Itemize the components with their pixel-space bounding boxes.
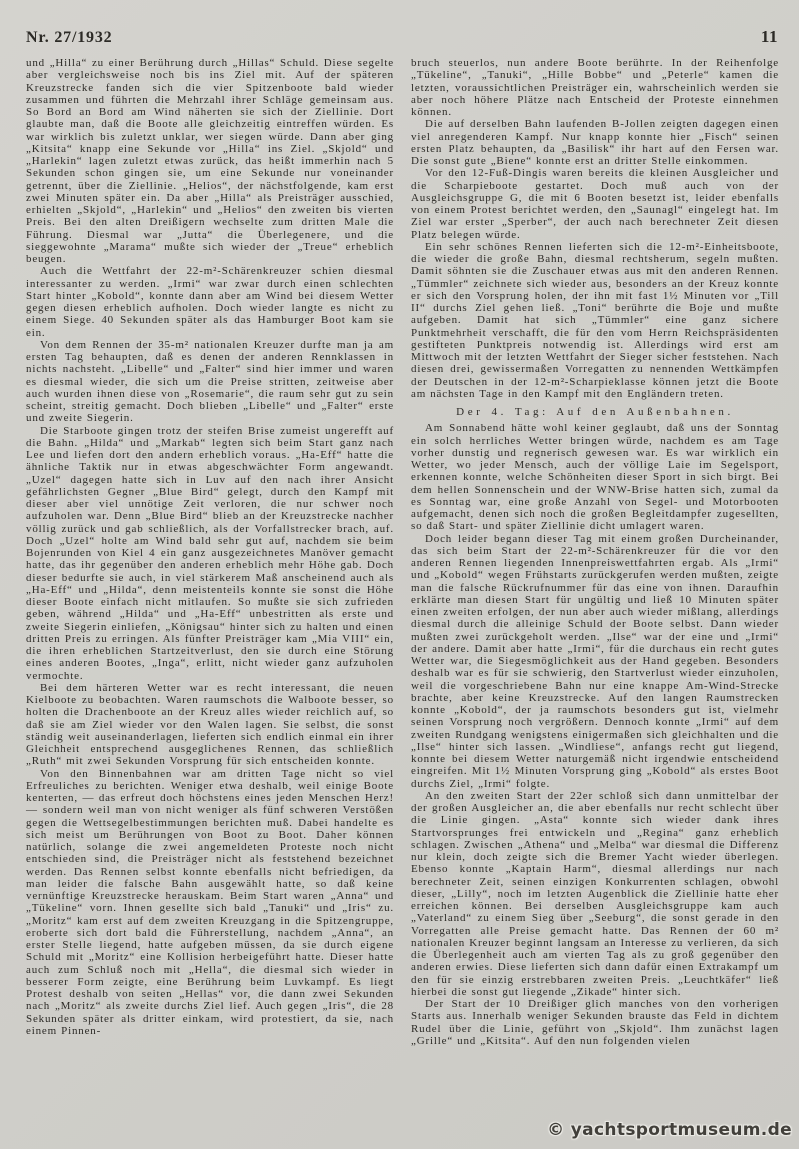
article-paragraph: Ein sehr schönes Rennen lieferten sich die 12-m²-Einheitsboote, die wieder die große Bahn, diesmal rechtsherum, segeln mußten. Damit söhnten sie die Zuschauer etwas aus mit den anderen Rennen. „Tümmler“ zeichnete sich wieder aus, besonders an der Kreuz konnte er sich den Vorsprung holen, der ihn mit fast 1½ Minuten vor „Till II“ durchs Ziel gehen ließ. „Toni“ berührte die Boje und mußte aufgeben. Damit hat sich „Tümmler“ eine ganz sichere Punktmehrheit verschafft, die für den vom Herrn Reichspräsidenten gestifteten Punktpreis notwendig ist. Allerdings wird erst am Mittwoch mit der letzten Wettfahrt der Sieger sicher feststehen. Nach diesen drei, gewissermaßen Vorregatten zu nennenden Wettkämpfen der Deutschen in der 12-m²-Scharpieklasse können jetzt die Boote am nächsten Tage in den Kampf mit den Engländern treten. [411, 240, 779, 400]
article-paragraph: bruch steuerlos, nun andere Boote berührte. In der Reihenfolge „Tükeline“, „Tanuki“, „Hille Bobbe“ und „Peterle“ kamen die letzten, voraussichtlichen Preisträger ein, wahrscheinlich werden sie aber noch höhere Plätze nach Entscheid der Proteste einnehmen können. [411, 57, 779, 118]
article-paragraph: Doch leider begann dieser Tag mit einem großen Durcheinander, das sich beim Start der 22-m²-Schärenkreuzer für die vor den anderen Rennen liegenden Innenpreiswettfahrten ergab. Als „Irmi“ und „Kobold“ wegen Frühstarts zurückgerufen werden mußten, zeigte man die falsche Rückrufnummer für das eine von ihnen. Daraufhin erklärte man diesen Start für ungültig und ließ 10 Minuten später einen zweiten erfolgen, der nun aber auch wieder mißlang, allerdings diesmal durch die alleinige Schuld der Boote selbst. Dann wieder mußten zwei zurückgeholt werden. „Ilse“ war der eine und „Irmi“ der andere. Damit aber hatte „Irmi“, für die durchaus ein recht gutes Wetter war, die Siegesmöglichkeit aus der Hand gegeben. Besonders deshalb war es für sie schwierig, den Startverlust wieder einzuholen, weil die vorgeschriebene Bahn nur eine knappe Am-Wind-Strecke brachte, aber keine Kreuzstrecke. Auf den langen Raumstrecken konnte „Kobold“, der ja raumschots besonders gut ist, vielmehr seinen Vorsprung noch vergrößern. Dennoch konnte „Irmi“ auf dem zweiten Rundgang wenigstens einigermaßen sich gleichhalten und die „Ilse“ hinter sich lassen. „Windliese“, anfangs recht gut liegend, konnte bei diesem Wetter naturgemäß nicht irgendwie entscheidend eingreifen. Mit 1½ Minuten Vorsprung ging „Kobold“ als erstes Boot durchs Ziel, „Irmi“ folgte. [411, 532, 779, 790]
page-header [26, 27, 778, 47]
article-paragraph: Von dem Rennen der 35-m² nationalen Kreuzer durfte man ja am ersten Tag behaupten, daß es denen der anderen Rennklassen in nichts nachsteht. „Libelle“ und „Falter“ sind hier immer und waren es diesmal wieder, die sich um die Preise stritten, zeitweise aber auch wurden ihnen diese von „Rosemarie“, die raum sehr gut zu sein scheint, streitig gemacht. Doch blieben „Libelle“ und „Falter“ erste und zweite Siegerin. [26, 338, 394, 425]
article-paragraph: Bei dem härteren Wetter war es recht interessant, die neuen Kielboote zu beobachten. Waren raumschots die Walboote besser, so holten die Drachenboote an der Kreuz alles wieder reichlich auf, so daß sie am Ziel wieder vor den Walen lagen. Sie selbst, die sonst ständig weit auseinanderlagen, lieferten sich endlich einmal ein ihrer Gleichheit entsprechend ausgeglichenes Rennen, das schließlich „Ruth“ mit zwei Sekunden Vorsprung für sich entscheiden konnte. [26, 681, 394, 768]
page-number: 11 [760, 27, 778, 46]
article-paragraph: Die auf derselben Bahn laufenden B-Jollen zeigten dagegen einen viel anregenderen Kampf. Nur knapp konnte hier „Fisch“ seinen ersten Platz behaupten, da „Basilisk“ ihr hart auf den Fersen war. Die sonst gute „Biene“ konnte erst an dritter Stelle einkommen. [411, 118, 779, 167]
article-paragraph: Die Starboote gingen trotz der steifen Brise zumeist ungerefft auf die Bahn. „Hilda“ und „Markab“ legten sich beim Start ganz nach Lee und liefen dort den andern erheblich voraus. „Ha-Eff“ hatte die ähnliche Taktik nur in etwas abgeschwächter Form angewandt. „Uzel“ dagegen hatte sich in Luv auf den nach ihrer Ansicht gefährlichsten Gegner „Blue Bird“ gelegt, durch den Kampf mit dieser aber viel unnötige Zeit verloren, die nur schwer noch aufzuholen war. Denn „Blue Bird“ blieb an der Kreuzstrecke nachher völlig zurück und gab schließlich, als der Vorfallstrecker brach, auf. Doch „Uzel“ holte am Wind bald sehr gut auf, nachdem sie beim Bojenrunden von Kiel 4 ein ganz ausgezeichnetes Manöver gemacht hatte, das ihr gegenüber den anderen erheblich mehr Höhe gab. Doch dieser bedurfte sie auch, in viel stärkerem Maß anscheinend auch als „Ha-Eff“ und „Hilda“, denn meistenteils konnte sie sonst die Höhe dieser Boote einfach nicht mitlaufen. So mußte sie sich zufrieden geben, während „Hilda“ und „Ha-Eff“ unbestritten als erste und zweite Siegerin einliefen, „Königsau“ hinter sich zu halten und einen dritten Preis zu erringen. Als fünfter Preisträger kam „Mia VIII“ ein, die ihren erheblichen Startzeitverlust, den sie durch eine Störung eines anderen Bootes, „Inga“, erlitt, nicht wieder ganz aufzuholen vermochte. [26, 424, 394, 682]
right-column [411, 57, 779, 1047]
article-paragraph: Auch die Wettfahrt der 22-m²-Schärenkreuzer schien diesmal interessanter zu werden. „Irmi“ war zwar durch einen schlechten Start hinter „Kobold“, konnte dann aber am Wind bei diesem Wetter gegen diesen erheblich aufholen. Doch wieder langte es nicht zu einem Siege. 40 Sekunden später als das Hamburger Boot kam sie ein. [26, 265, 394, 339]
article-paragraph: Der Start der 10 Dreißiger glich manches von den vorherigen Starts aus. Innerhalb weniger Sekunden brauste das Feld in dichtem Rudel über die Linie, geführt von „Skjold“. Ihm zunächst lagen „Grille“ und „Kitsita“. Auf den nun folgenden vielen [411, 998, 779, 1047]
issue-number: Nr. 27/1932 [26, 29, 113, 46]
article-paragraph: und „Hilla“ zu einer Berührung durch „Hillas“ Schuld. Diese segelte aber vergleichsweise noch bis ins Ziel mit. Auf der späteren Kreuzstrecke fanden sich die vier Spitzenboote bald wieder zusammen und führten die Mehrzahl ihrer Schläge gemeinsam aus. So Bord an Bord am Wind näherten sie sich der Ziellinie. Dort glaubte man, daß die Boote alle gleichzeitig eintreffen würden. Es war wirklich bis zuletzt unklar, wer siegen würde. Dann aber ging „Kitsita“ knapp eine Sekunde vor „Hilla“ ins Ziel. „Skjold“ und „Harlekin“ lagen zuletzt etwas zurück, das heißt immerhin nach 5 Sekunden schon gingen sie, um eine Sekunde nur voneinander getrennt, über die Ziellinie. „Helios“, der nächstfolgende, kam erst zwei Minuten später ein. Da aber „Hilla“ als Preisträger ausschied, erhielten „Skjold“, „Harlekin“ und „Helios“ den zweiten bis vierten Preis. Bei den alten Dreißigern wechselte zum dritten Male die Führung. Diesmal war „Jutta“ die Überlegenere, und die sieggewohnte „Marama“ mußte sich wieder der „Treue“ erheblich beugen. [26, 57, 394, 265]
article-paragraph: An den zweiten Start der 22er schloß sich dann unmittelbar der der großen Ausgleicher an, die aber ebenfalls nur recht schlecht über die Linie gingen. „Asta“ konnte sich wieder dank ihres Startvorsprunges frei entwickeln und „Regina“ ganz erheblich schlagen. Zwischen „Athena“ und „Melba“ war diesmal die Differenz nur klein, doch zeigte sich die Bremer Yacht wieder überlegen. Ebenso konnte „Kaptain Harm“, diesmal allerdings nur nach berechneter Zeit, seinen einzigen Konkurrenten schlagen, obwohl dieser, „Lilly“, noch im letzten Augenblick die Ziellinie hatte eher erreichen können. Bei derselben Ausgleichsgruppe kam auch „Vaterland“ zu einem Sieg über „Seeburg“, die sonst gerade in den Vorregatten alle Preise gemacht hatte. Das Rennen der 60 m² nationalen Kreuzer beginnt langsam an Interesse zu verlieren, da sich die Überlegenheit auch am vierten Tag als zu groß gegenüber den anderen erwies. Diese lieferten sich dann dafür einen Extrakampf um den für sie einzig erstrebbaren zweiten Preis. „Leuchtkäfer“ ließ hierbei die sonst gut liegende „Zikade“ hinter sich. [411, 789, 779, 998]
article-paragraph: Vor den 12-Fuß-Dingis waren bereits die kleinen Ausgleicher und die Scharpieboote gestartet. Doch muß auch von der Ausgleichsgruppe G, die mit 6 Booten besetzt ist, leider ebenfalls von einem Protest berichtet werden, den „Saunagl“ eingelegt hat. Im Ziel war erster „Sperber“, der auch nach berechneter Zeit diesen Platz belegen würde. [411, 167, 779, 241]
watermark: © yachtsportmuseum.de [547, 1120, 792, 1140]
section-heading: Der 4. Tag: Auf den Außenbahnen. [456, 406, 734, 418]
article-paragraph: Am Sonnabend hätte wohl keiner geglaubt, daß uns der Sonntag ein solch herrliches Wetter bringen würde, nachdem es am Tage vorher dunstig und regnerisch gewesen war. Es war wirklich ein Wetter, wo jeder Mensch, auch der völlige Laie im Segelsport, erkennen konnte, welche Schönheiten dieser Sport in sich birgt. Bei dem hellen Sonnenschein und der WNW-Brise hatten sich, zumal da es Sonntag war, eine große Anzahl von Segel- und Motorbooten aufgemacht, denen sich noch die großen Begleitdampfer zugesellten, so daß Start- und später Ziellinie dicht umlagert waren. [411, 422, 779, 533]
article-body [26, 57, 779, 1047]
left-column [26, 57, 394, 1047]
article-paragraph: Von den Binnenbahnen war am dritten Tage nicht so viel Erfreuliches zu berichten. Weniger etwa deshalb, weil einige Boote kenterten, — das erfreut doch höchstens eines jeden Menschen Herz! — sondern weil man von nicht weniger als fünf schweren Verstößen gegen die Wettsegelbestimmungen berichten muß. Dabei handelte es sich meist um Berührungen von Boot zu Boot. Daher können natürlich, solange die zwei angemeldeten Proteste noch nicht entschieden sind, die Preisträger nicht als feststehend bezeichnet werden. Das Rennen selbst konnte ebenfalls nicht befriedigen, da man leider die falsche Bahn ausgewählt hatte, so daß keine vernünftige Kreuzstrecke herauskam. Beim Start waren „Anna“ und „Tükeline“ vorn. Ihnen gesellte sich bald „Tanuki“ und „Iris“ zu. „Moritz“ kam erst auf dem zweiten Kreuzgang in die Spitzengruppe, eroberte sich dort bald die Führerstellung, nachdem „Anna“, an erster Stelle liegend, hatte aufgeben müssen, da sie durch eigene Schuld mit „Moritz“ eine Kollision herbeigeführt hatte. Dieser hatte auch zum Schluß noch mit „Hella“, die diesmal sich wieder in besserer Form zeigte, eine Berührung beim Luvkampf. Es liegt Protest deshalb von seiten „Hellas“ vor, die dann zwei Sekunden nach „Moritz“ als zweite durchs Ziel lief. Auch gegen „Iris“, die 28 Sekunden später als dritter einkam, wird protestiert, da sie, nach einem Pinnen- [26, 767, 394, 1037]
